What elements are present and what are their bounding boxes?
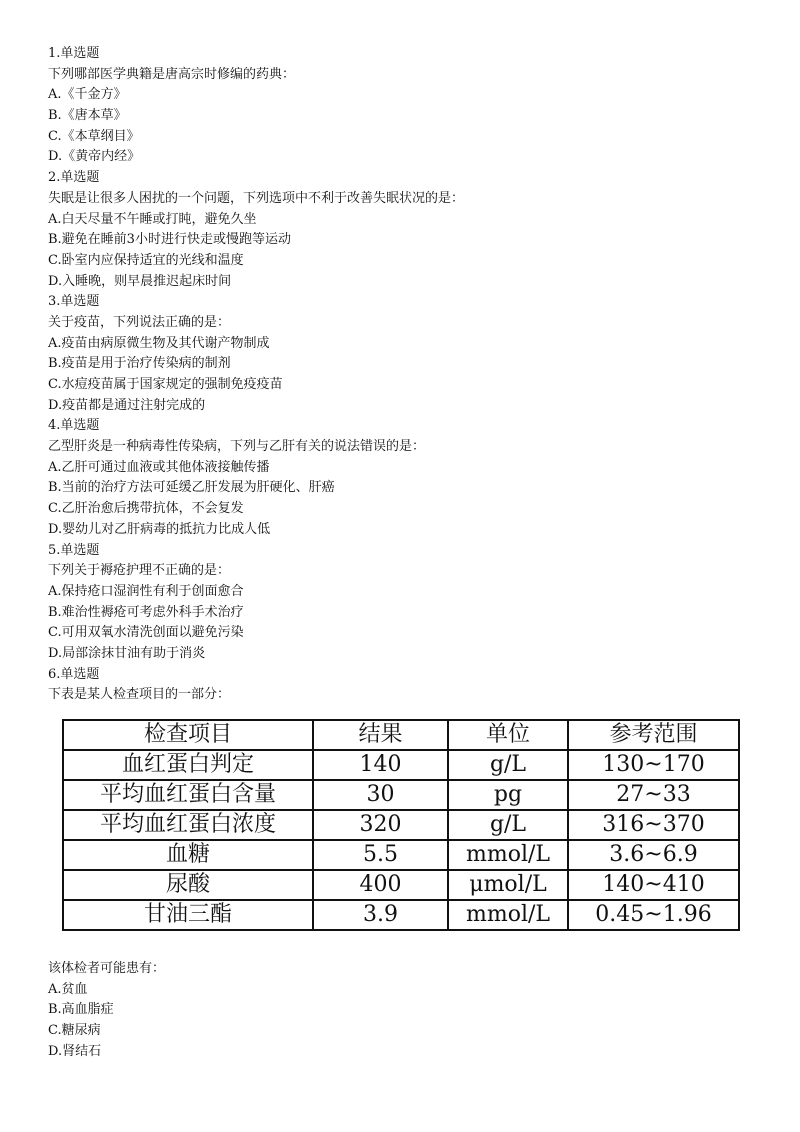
table-row bbox=[63, 750, 739, 780]
exam-document bbox=[48, 44, 768, 1062]
question-4 bbox=[48, 416, 768, 540]
option-b: B.避免在睡前3小时进行快走或慢跑等运动 bbox=[48, 232, 291, 248]
option-d: D.入睡晚，则早晨推迟起床时间 bbox=[48, 273, 232, 289]
table-header-row bbox=[63, 720, 739, 750]
table-cell: 血红蛋白判定 bbox=[63, 750, 313, 780]
table-row bbox=[63, 810, 739, 840]
question-number: 5.单选题 bbox=[48, 542, 100, 558]
table-row bbox=[63, 870, 739, 900]
option-b: B.当前的治疗方法可延缓乙肝发展为肝硬化、肝癌 bbox=[48, 480, 335, 496]
option-a: A.贫血 bbox=[48, 981, 88, 997]
exam-results-table bbox=[62, 719, 740, 931]
table-cell: 140 bbox=[313, 750, 448, 780]
option-a: A.《千金方》 bbox=[48, 87, 127, 103]
question-stem-followup: 该体检者可能患有： bbox=[48, 961, 166, 976]
option-c: C.《本草纲目》 bbox=[48, 128, 140, 144]
table-row bbox=[63, 840, 739, 870]
table-cell: 27~33 bbox=[568, 780, 739, 810]
question-stem: 下列哪部医学典籍是唐高宗时修编的药典： bbox=[48, 66, 296, 82]
table-row bbox=[63, 900, 739, 930]
option-a: A.乙肝可通过血液或其他体液接触传播 bbox=[48, 459, 270, 475]
option-c: C.糖尿病 bbox=[48, 1023, 101, 1039]
question-3 bbox=[48, 292, 768, 416]
option-d: D.婴幼儿对乙肝病毒的抵抗力比成人低 bbox=[48, 521, 271, 537]
header-cell: 检查项目 bbox=[63, 720, 313, 750]
table-cell: 30 bbox=[313, 780, 448, 810]
option-c: C.水痘疫苗属于国家规定的强制免疫疫苗 bbox=[48, 377, 283, 392]
question-number: 4.单选题 bbox=[48, 418, 100, 434]
option-b: B.高血脂症 bbox=[48, 1002, 114, 1018]
table-cell: pg bbox=[448, 780, 568, 810]
table-cell: mmol/L bbox=[448, 840, 568, 870]
header-cell: 参考范围 bbox=[568, 720, 739, 750]
table-cell: 3.9 bbox=[313, 900, 448, 930]
table-cell: 甘油三酯 bbox=[63, 900, 313, 930]
question-number: 3.单选题 bbox=[48, 294, 100, 310]
question-stem: 乙型肝炎是一种病毒性传染病，下列与乙肝有关的说法错误的是： bbox=[48, 439, 426, 455]
option-d: D.《黄帝内经》 bbox=[48, 149, 141, 165]
option-b: B.《唐本草》 bbox=[48, 108, 127, 124]
option-b: B.疫苗是用于治疗传染病的制剂 bbox=[48, 356, 231, 372]
question-stem: 下列关于褥疮护理不正确的是： bbox=[48, 563, 231, 579]
question-number: 6.单选题 bbox=[48, 666, 100, 682]
option-d: D.肾结石 bbox=[48, 1043, 102, 1059]
table-cell: 5.5 bbox=[313, 840, 448, 870]
table-cell: 尿酸 bbox=[63, 870, 313, 900]
header-cell: 结果 bbox=[313, 720, 448, 750]
table-cell: 130~170 bbox=[568, 750, 739, 780]
table-cell: 血糖 bbox=[63, 840, 313, 870]
table-cell: 400 bbox=[313, 870, 448, 900]
header-cell: 单位 bbox=[448, 720, 568, 750]
table-cell: 平均血红蛋白浓度 bbox=[63, 810, 313, 840]
option-c: C.可用双氧水清洗创面以避免污染 bbox=[48, 625, 244, 641]
table-cell: 3.6~6.9 bbox=[568, 840, 739, 870]
table-cell: g/L bbox=[448, 750, 568, 780]
question-6 bbox=[48, 665, 768, 1063]
table-cell: 0.45~1.96 bbox=[568, 900, 739, 930]
option-d: D.局部涂抹甘油有助于消炎 bbox=[48, 645, 206, 661]
table-cell: mmol/L bbox=[448, 900, 568, 930]
question-number: 1.单选题 bbox=[48, 46, 100, 61]
question-2 bbox=[48, 168, 768, 292]
option-c: C.卧室内应保持适宜的光线和温度 bbox=[48, 252, 244, 268]
option-b: B.难治性褥疮可考虑外科手术治疗 bbox=[48, 604, 244, 620]
table-cell: 平均血红蛋白含量 bbox=[63, 780, 313, 810]
option-d: D.疫苗都是通过注射完成的 bbox=[48, 397, 206, 413]
option-a: A.疫苗由病原微生物及其代谢产物制成 bbox=[48, 335, 270, 351]
question-stem: 下表是某人检查项目的一部分： bbox=[48, 687, 231, 703]
question-1 bbox=[48, 44, 768, 168]
option-a: A.保持疮口湿润性有利于创面愈合 bbox=[48, 583, 244, 599]
table-cell: 320 bbox=[313, 810, 448, 840]
table-cell: μmol/L bbox=[448, 870, 568, 900]
table-cell: 316~370 bbox=[568, 810, 739, 840]
question-stem: 关于疫苗，下列说法正确的是： bbox=[48, 314, 231, 330]
question-5 bbox=[48, 541, 768, 665]
option-c: C.乙肝治愈后携带抗体，不会复发 bbox=[48, 501, 244, 517]
question-stem: 失眠是让很多人困扰的一个问题，下列选项中不利于改善失眠状况的是： bbox=[48, 190, 465, 206]
table-cell: g/L bbox=[448, 810, 568, 840]
question-number: 2.单选题 bbox=[48, 170, 100, 186]
option-a: A.白天尽量不午睡或打盹，避免久坐 bbox=[48, 211, 257, 227]
exam-results-table-wrap bbox=[62, 719, 738, 931]
table-row bbox=[63, 780, 739, 810]
table-cell: 140~410 bbox=[568, 870, 739, 900]
